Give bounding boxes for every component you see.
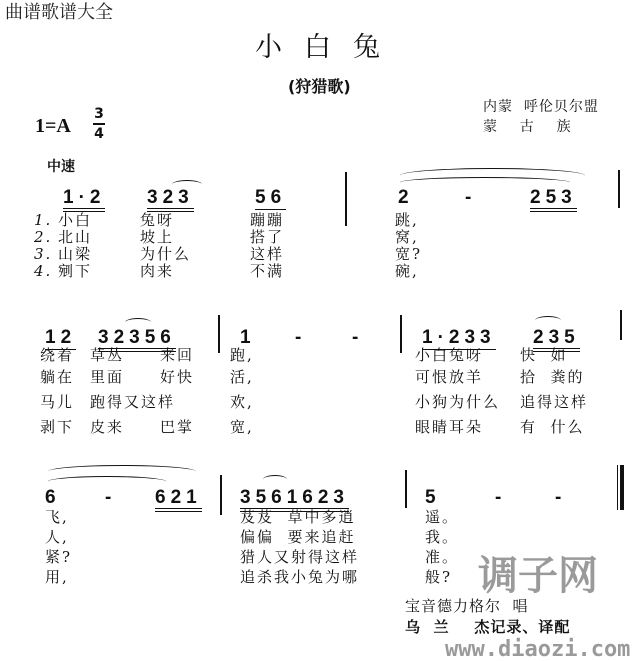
lyric-syllable: 跑,: [230, 346, 254, 364]
lyric-syllable: 拾 粪的: [520, 368, 585, 386]
lyric-syllable: 小白兔呀: [415, 346, 484, 364]
barline: [218, 315, 220, 353]
lyric-syllable: 跑得又这样: [90, 393, 176, 411]
verse-number: 4.: [34, 262, 53, 280]
slur: [535, 316, 561, 325]
origin-line1: 内蒙 呼伦贝尔盟: [483, 99, 599, 115]
lyric-syllable: 巴掌: [160, 418, 195, 436]
verse-number: 2.: [34, 228, 53, 246]
lyric-syllable: 紧?: [45, 548, 73, 566]
note-group: 1·2: [63, 188, 105, 212]
lyric-syllable: 这样: [250, 245, 285, 263]
lyric-syllable: 可恨放羊: [415, 368, 484, 386]
lyric-syllable: 活,: [230, 368, 254, 386]
lyric-syllable: 飞,: [45, 508, 69, 526]
barline: [405, 470, 407, 508]
lyric-syllable: 小白: [58, 211, 93, 229]
lyric-syllable: 剜下: [58, 262, 93, 280]
note-group: 56: [255, 187, 287, 208]
lyric-syllable: 草丛: [90, 346, 125, 364]
watermark-url: www.diaozi.com: [445, 637, 631, 661]
fraction-line: [93, 123, 105, 125]
note-group: 1·233: [422, 327, 496, 348]
note-group: 235: [533, 328, 580, 352]
lyric-syllable: 山梁: [58, 245, 93, 263]
note-group: 3561623: [240, 488, 349, 512]
lyric-syllable: 用,: [45, 568, 69, 586]
site-label: 曲谱歌谱大全: [5, 2, 113, 23]
lyric-syllable: 准。: [425, 548, 460, 566]
lyric-syllable: 肉来: [140, 262, 175, 280]
lyric-syllable: 绕着: [40, 346, 75, 364]
song-title: 小白兔: [255, 32, 402, 63]
watermark-name: 调子网: [478, 553, 598, 599]
lyric-syllable: 眼睛耳朵: [415, 418, 484, 436]
dash: -: [465, 187, 477, 208]
barline: [618, 170, 620, 208]
note: 1: [240, 327, 256, 348]
lyric-syllable: 马儿: [40, 393, 75, 411]
lyric-syllable: 来回: [160, 346, 195, 364]
time-signature: [93, 106, 105, 142]
lyric-syllable: 我。: [425, 528, 460, 546]
slur: [125, 318, 151, 327]
verse-number: 1.: [34, 211, 53, 229]
note: 2: [398, 187, 414, 208]
lyric-syllable: 小狗为什么: [415, 393, 501, 411]
dash: -: [352, 327, 364, 348]
lyric-syllable: 好快: [160, 368, 195, 386]
lyric-syllable: 欢,: [230, 393, 254, 411]
lyric-syllable: 偏偏 要来追赶: [240, 528, 356, 546]
note-group: 323: [147, 188, 194, 212]
credit-recorder: 乌 兰 杰记录、译配: [405, 618, 571, 636]
lyric-syllable: 蹦蹦: [250, 211, 285, 229]
lyric-syllable: 宽?: [395, 245, 423, 263]
lyric-syllable: 北山: [58, 228, 93, 246]
note-group: 253: [530, 188, 577, 212]
note-group: 32356: [98, 328, 176, 352]
slur: [263, 475, 287, 484]
lyric-syllable: 窝,: [395, 228, 419, 246]
barline: [400, 315, 402, 353]
lyric-syllable: 不满: [250, 262, 285, 280]
lyric-syllable: 人,: [45, 528, 69, 546]
dash: -: [105, 487, 117, 508]
dash: -: [555, 487, 567, 508]
barline: [620, 310, 622, 340]
credit-singer: 宝音德力格尔 唱: [405, 597, 529, 615]
lyric-syllable: 剥下: [40, 418, 75, 436]
barline: [345, 172, 347, 226]
key-signature: 1=A: [35, 115, 71, 137]
note: 6: [45, 487, 61, 508]
lyric-syllable: 遥。: [425, 508, 460, 526]
lyric-syllable: 兔呀: [140, 211, 175, 229]
song-subtitle: (狩猎歌): [288, 77, 351, 96]
lyric-syllable: 追得这样: [520, 393, 589, 411]
lyric-syllable: 宽,: [230, 418, 254, 436]
lyric-syllable: 搭了: [250, 228, 285, 246]
note-group: 621: [155, 488, 202, 512]
lyric-syllable: 追杀我小兔为哪: [240, 568, 360, 586]
time-bottom: 4: [94, 126, 104, 142]
lyric-syllable: 芨芨 草中多逍: [240, 508, 356, 526]
time-top: 3: [94, 106, 104, 122]
lyric-syllable: 躺在: [40, 368, 75, 386]
lyric-syllable: 里面: [90, 368, 125, 386]
dash: -: [495, 487, 507, 508]
lyric-syllable: 坡上: [140, 228, 175, 246]
slur: [48, 476, 166, 487]
final-barline-thin: [617, 465, 618, 510]
lyric-syllable: 皮来: [90, 418, 125, 436]
lyric-syllable: 跳,: [395, 211, 419, 229]
final-barline-thick: [620, 465, 624, 510]
lyric-syllable: 般?: [425, 568, 453, 586]
tempo-mark: 中速: [47, 159, 75, 175]
note-group: 12: [45, 327, 77, 348]
verse-number: 3.: [34, 245, 53, 263]
note: 5: [425, 487, 441, 508]
origin-line2: 蒙 古 族: [483, 119, 572, 135]
lyric-syllable: 快 如: [520, 346, 568, 364]
lyric-syllable: 有 什么: [520, 418, 585, 436]
barline: [220, 475, 222, 515]
lyric-syllable: 猎人又射得这样: [240, 548, 360, 566]
lyric-syllable: 为什么: [140, 245, 192, 263]
lyric-syllable: 碗,: [395, 262, 419, 280]
dash: -: [295, 327, 307, 348]
